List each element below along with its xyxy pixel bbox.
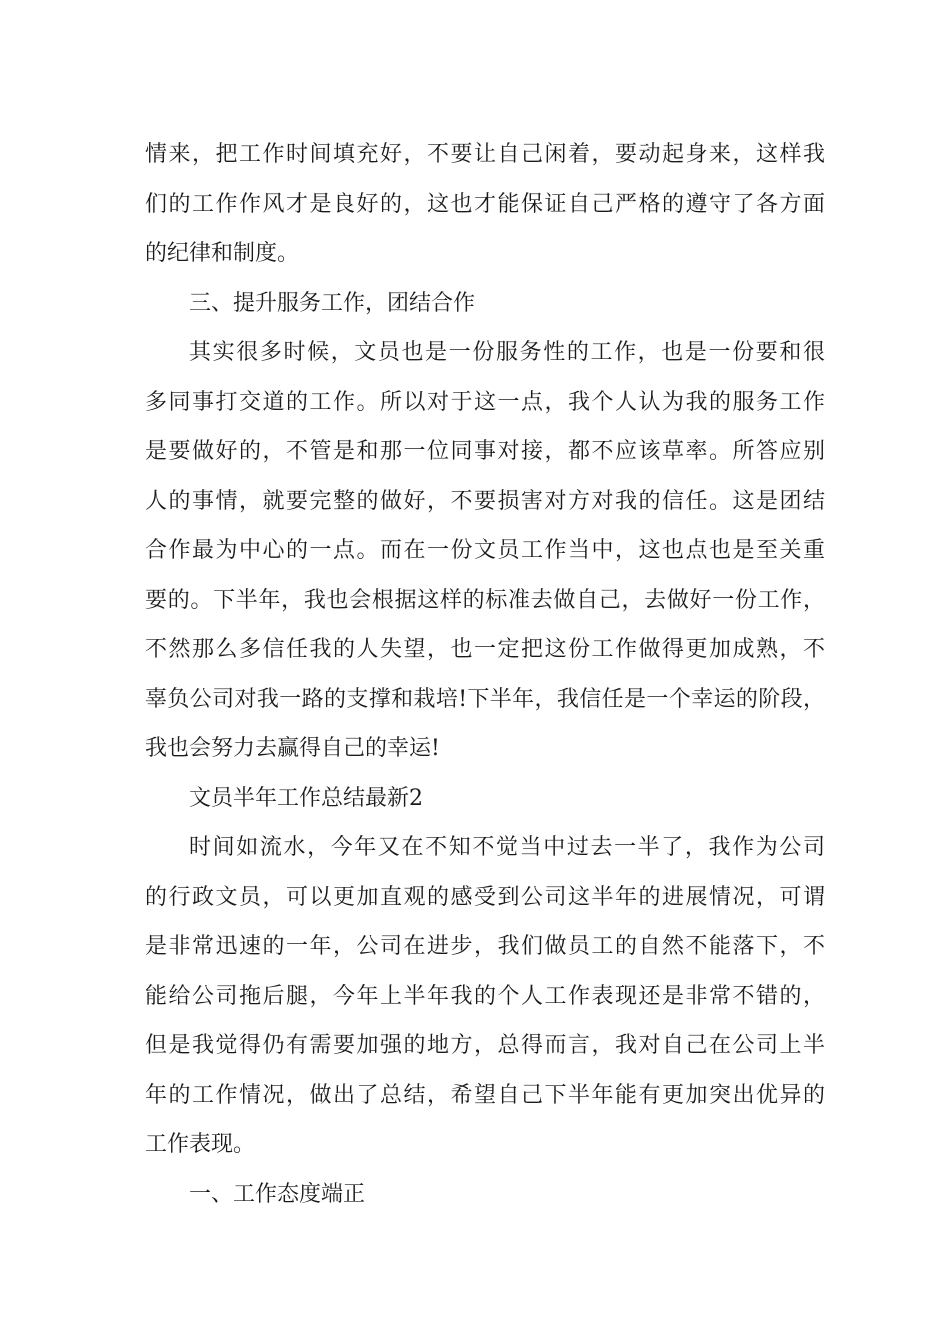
paragraph-line: 不然那么多信任我的人失望，也一定把这份工作做得更加成熟，不 — [145, 637, 825, 662]
paragraph-line: 们的工作作风才是良好的，这也才能保证自己严格的遵守了各方面 — [145, 191, 825, 217]
paragraph-line: 辜负公司对我一路的支撑和栽培!下半年，我信任是一个幸运的阶段， — [145, 686, 825, 712]
paragraph-line: 能给公司拖后腿，今年上半年我的个人工作表现还是非常不错的， — [145, 983, 825, 1009]
paragraph-line: 工作表现。 — [145, 1132, 256, 1157]
paragraph-line: 合作最为中心的一点。而在一份文员工作当中，这也点也是至关重 — [145, 538, 825, 563]
paragraph-line: 多同事打交道的工作。所以对于这一点，我个人认为我的服务工作 — [145, 389, 825, 415]
section-heading: 一、工作态度端正 — [189, 1181, 366, 1207]
paragraph-line: 时间如流水，今年又在不知不觉当中过去一半了，我作为公司 — [189, 835, 825, 860]
paragraph-line: 其实很多时候，文员也是一份服务性的工作，也是一份要和很 — [189, 340, 825, 365]
document-body — [145, 130, 825, 1219]
paragraph-line: 要的。下半年，我也会根据这样的标准去做自己，去做好一份工作， — [145, 587, 825, 613]
paragraph-line: 是要做好的，不管是和那一位同事对接，都不应该草率。所答应别 — [145, 439, 825, 464]
paragraph-line: 是非常迅速的一年，公司在进步，我们做员工的自然不能落下，不 — [145, 934, 825, 959]
paragraph-line: 的纪律和制度。 — [145, 241, 300, 266]
article-subtitle: 文员半年工作总结最新2 — [189, 785, 423, 811]
paragraph-line: 人的事情，就要完整的做好，不要损害对方对我的信任。这是团结 — [145, 488, 825, 514]
paragraph-line: 年的工作情况，做出了总结，希望自己下半年能有更加突出优异的 — [145, 1082, 825, 1108]
paragraph-line: 情来，把工作时间填充好，不要让自己闲着，要动起身来，这样我 — [145, 142, 825, 167]
paragraph-line: 的行政文员，可以更加直观的感受到公司这半年的进展情况，可谓 — [145, 884, 825, 910]
paragraph-line: 我也会努力去赢得自己的幸运! — [145, 736, 440, 761]
paragraph-line: 但是我觉得仍有需要加强的地方，总得而言，我对自己在公司上半 — [145, 1033, 825, 1058]
section-heading: 三、提升服务工作，团结合作 — [189, 290, 476, 316]
